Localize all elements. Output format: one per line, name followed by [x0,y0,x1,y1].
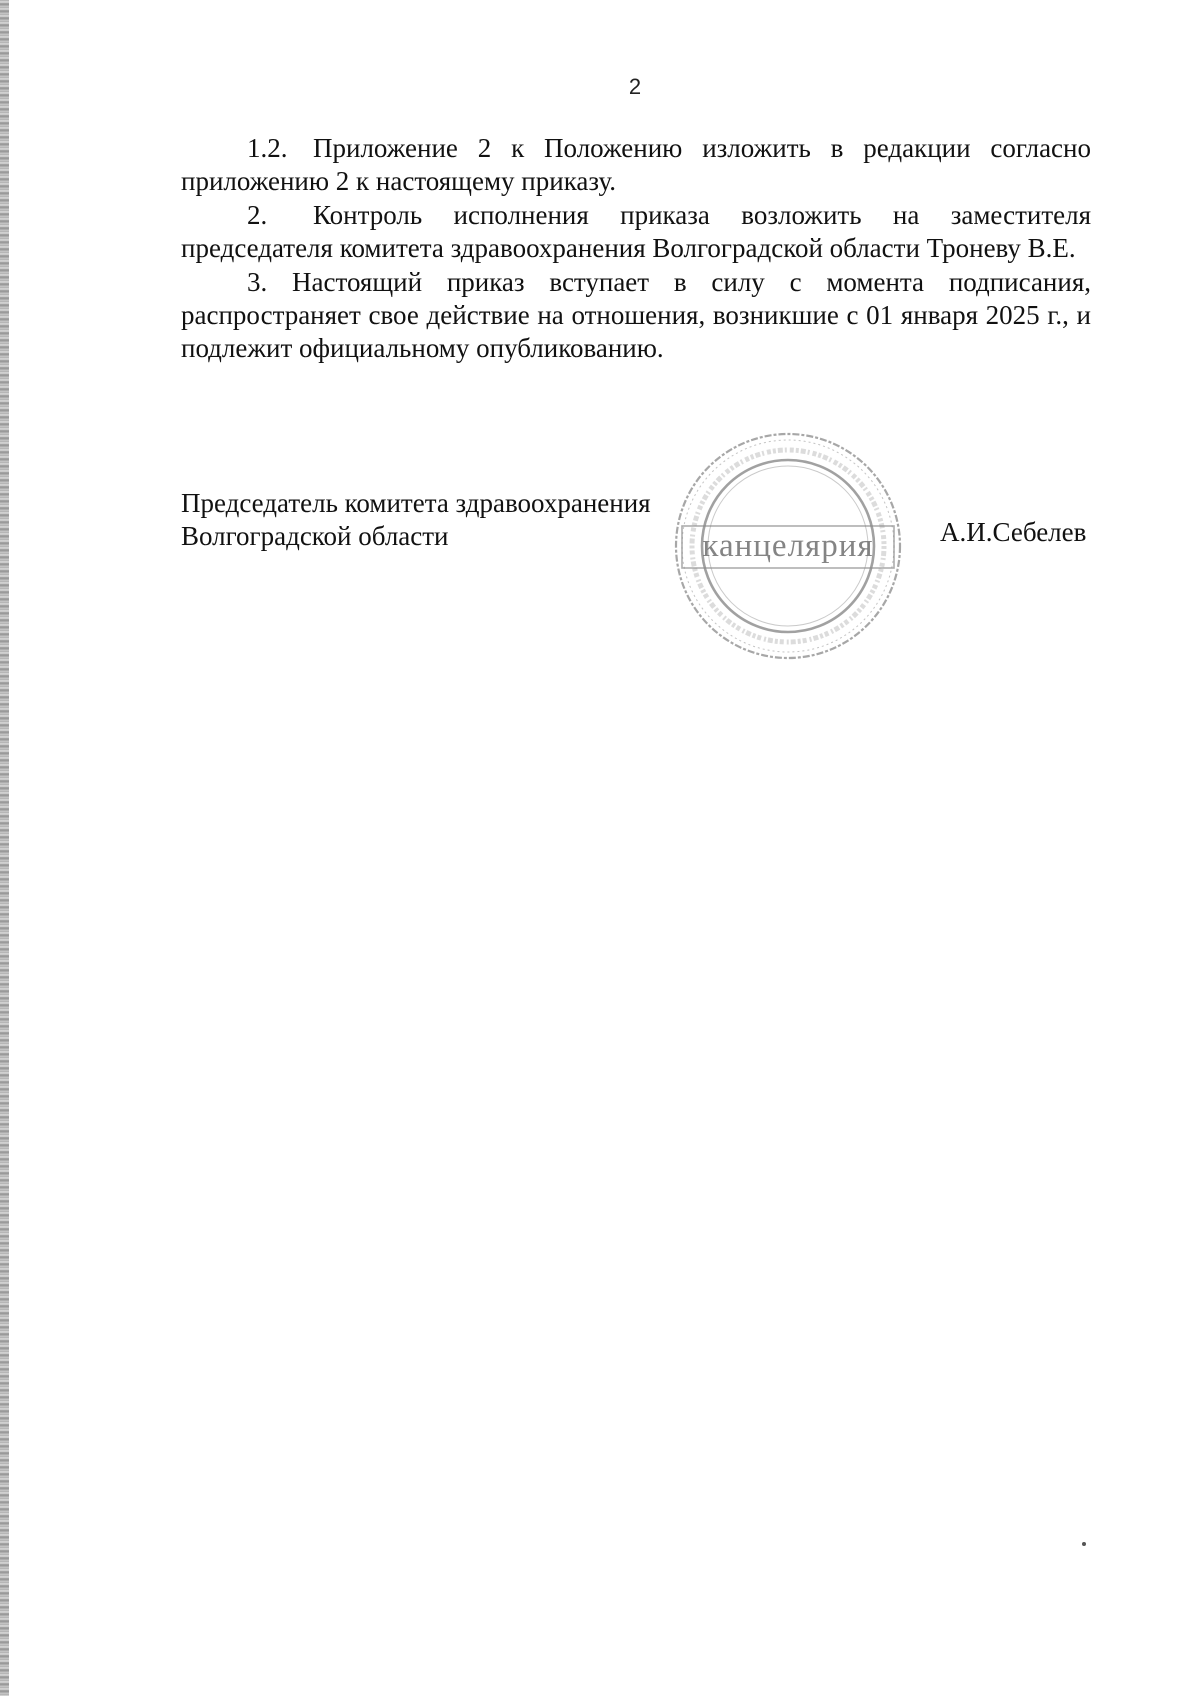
stamp-center-text: канцелярия [702,528,874,564]
scan-speck [1082,1542,1086,1546]
paragraph-3 [181,266,1091,365]
signer-position-line-2: Волгоградской области [181,521,449,551]
office-stamp [670,428,906,664]
paragraph-text: Контроль исполнения приказа возложить на заместителя председателя комитета здравоохранения Волгоградской области Троневу В.Е. [181,200,1091,263]
page-number: 2 [628,74,642,99]
paragraph-number: 1.2. [247,133,288,163]
paragraph-2 [181,199,1091,265]
order-body [181,132,1091,366]
scan-edge [0,0,9,1696]
signer-position-line-1: Председатель комитета здравоохранения [181,488,651,518]
paragraph-number: 2. [247,200,268,230]
paragraph-text: Настоящий приказ вступает в силу с момента подписания, распространяет свое действие на отношения, возникшие с 01 января 2025 г., и подлежит официальному опубликованию. [181,267,1091,363]
paragraph-number: 3. [247,267,268,297]
signer-name: А.И.Себелев [940,517,1087,547]
paragraph-text: Приложение 2 к Положению изложить в редакции согласно приложению 2 к настоящему приказу. [181,133,1091,196]
paragraph-1-2 [181,132,1091,198]
